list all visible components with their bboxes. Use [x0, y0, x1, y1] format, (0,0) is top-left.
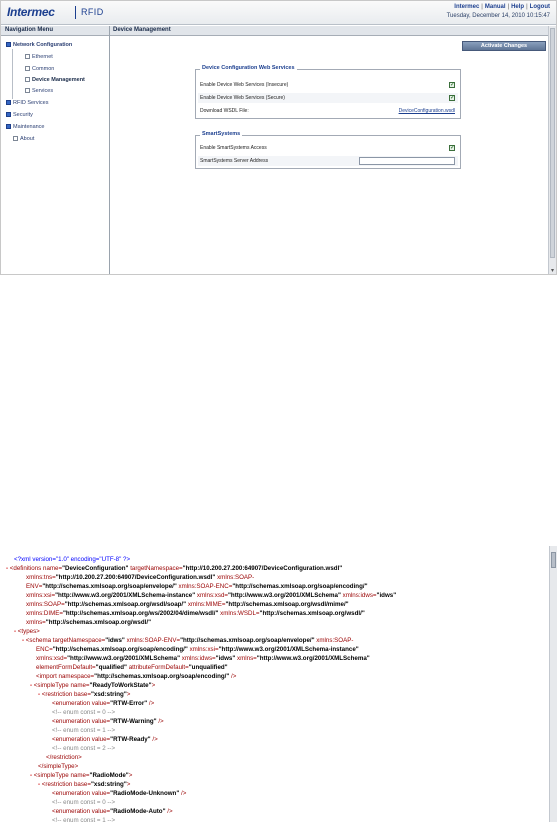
- xml-comment: <!-- enum const = 0 -->: [52, 799, 116, 806]
- xml-line: - <simpleType name="ReadyToWorkState">: [30, 682, 156, 689]
- setting-row: [198, 143, 458, 153]
- sidebar-item-label: Services: [32, 88, 54, 94]
- product-label: RFID: [81, 7, 104, 17]
- intermec-logo: Intermec: [7, 5, 55, 19]
- vertical-scrollbar[interactable]: [548, 26, 556, 275]
- sidebar-item-label: Security: [13, 112, 33, 118]
- smartsystems-panel: [195, 131, 461, 169]
- datetime-text: Tuesday, December 14, 2010 10:15:47: [446, 13, 550, 19]
- page-icon: [25, 54, 30, 59]
- sidebar-item-network-configuration[interactable]: [6, 42, 72, 48]
- separator: |: [526, 4, 528, 10]
- page-icon: [13, 136, 18, 141]
- chevron-down-icon[interactable]: ▾: [550, 267, 554, 274]
- xml-line: - <restriction base="xsd:string">: [38, 781, 131, 788]
- server-address-input[interactable]: [359, 157, 455, 165]
- setting-label: Enable SmartSystems Access: [200, 145, 267, 151]
- link-intermec[interactable]: Intermec: [454, 4, 480, 10]
- device-management-screenshot: [0, 0, 557, 275]
- secure-web-services-checkbox[interactable]: [449, 95, 455, 101]
- web-services-panel: [195, 65, 461, 119]
- xml-vertical-scrollbar[interactable]: [549, 546, 557, 822]
- xml-comment: <!-- enum const = 1 -->: [52, 727, 116, 734]
- xml-line: - <simpleType name="RadioMode">: [30, 772, 133, 779]
- panel-title: SmartSystems: [202, 131, 241, 137]
- xml-line: <enumeration value="RTW-Ready" />: [52, 736, 158, 743]
- setting-row: [198, 93, 458, 103]
- page-icon: [25, 77, 30, 82]
- sidebar-item-device-management[interactable]: [25, 77, 85, 83]
- sidebar-item-services[interactable]: [25, 88, 53, 94]
- logo-divider: [75, 6, 76, 19]
- xml-line: - <definitions name="DeviceConfiguration" targetNamespace="http://10.200.27.200:64907/DeviceConfiguration.wsdl": [6, 565, 343, 572]
- xml-line: <import namespace="http://schemas.xmlsoap.org/soap/encoding/" />: [36, 673, 237, 680]
- xml-line: <enumeration value="RadioMode-Auto" />: [52, 808, 173, 815]
- xml-line: - <schema targetNamespace="idws" xmlns:SOAP-ENV="http://schemas.xmlsoap.org/soap/envelope/" xmlns:SOAP-: [22, 637, 354, 644]
- sidebar-item-security[interactable]: [6, 112, 33, 118]
- xml-line: <enumeration value="RTW-Warning" />: [52, 718, 164, 725]
- sidebar-item-common[interactable]: [25, 66, 54, 72]
- separator: |: [481, 4, 483, 10]
- sidebar-item-about[interactable]: [13, 136, 34, 142]
- sidebar-item-rfid-services[interactable]: [6, 100, 48, 106]
- page-title: Device Management: [113, 27, 171, 33]
- folder-icon: [6, 112, 11, 117]
- setting-row: [198, 156, 458, 166]
- navigation-menu: [1, 37, 109, 275]
- page-icon: [25, 66, 30, 71]
- setting-row: [198, 80, 458, 90]
- main-content: [110, 37, 550, 275]
- panel-title: Device Configuration Web Services: [202, 65, 295, 71]
- nav-title: Navigation Menu: [5, 27, 54, 33]
- xml-line: - <restriction base="xsd:string">: [38, 691, 131, 698]
- xml-comment: <!-- enum const = 1 -->: [52, 817, 116, 822]
- xml-line: xmlns:DIME="http://schemas.xmlsoap.org/ws/2002/04/dime/wsdl/" xmlns:WSDL="http://schemas.xmlsoap.org/wsdl/": [26, 610, 365, 617]
- insecure-web-services-checkbox[interactable]: [449, 82, 455, 88]
- xml-line: xmlns="http://schemas.xmlsoap.org/wsdl/": [26, 619, 152, 626]
- xml-line: xmlns:xsd="http://www.w3.org/2001/XMLSchema" xmlns:idws="idws" xmlns="http://www.w3.org/2001/XMLSchema": [36, 655, 370, 662]
- xml-line: elementFormDefault="qualified" attributeFormDefault="unqualified": [36, 664, 228, 671]
- scrollbar-thumb[interactable]: [550, 28, 555, 258]
- setting-label: Download WSDL File:: [200, 108, 249, 114]
- xml-comment: <!-- enum const = 2 -->: [52, 745, 116, 752]
- xml-line: </restriction>: [46, 754, 82, 761]
- xml-line: <enumeration value="RTW-Error" />: [52, 700, 155, 707]
- sidebar-item-label: Network Configuration: [13, 42, 73, 48]
- folder-icon: [6, 42, 11, 47]
- setting-label: Enable Device Web Services (Secure): [200, 95, 285, 101]
- xml-declaration: <?xml version="1.0" encoding="UTF-8" ?>: [14, 556, 131, 563]
- xml-line: xmlns:SOAP="http://schemas.xmlsoap.org/wsdl/soap/" xmlns:MIME="http://schemas.xmlsoap.org/wsdl/mime/": [26, 601, 349, 608]
- sidebar-item-maintenance[interactable]: [6, 124, 45, 130]
- folder-icon: [6, 100, 11, 105]
- sidebar-item-ethernet[interactable]: [25, 54, 53, 60]
- section-header-row: [1, 26, 556, 36]
- setting-row: [198, 106, 458, 116]
- xml-line: ENV="http://schemas.xmlsoap.org/soap/envelope/" xmlns:SOAP-ENC="http://schemas.xmlsoap.org/soap/encoding/": [26, 583, 368, 590]
- xml-line: <enumeration value="RadioMode-Unknown" />: [52, 790, 187, 797]
- sidebar-item-label: Common: [32, 66, 55, 72]
- xml-line: xmlns:xsi="http://www.w3.org/2001/XMLSchema-instance" xmlns:xsd="http://www.w3.org/2001/XMLSchema" xmlns:idws="idws": [26, 592, 397, 599]
- wsdl-download-link[interactable]: DeviceConfiguration.wsdl: [398, 108, 455, 114]
- xml-line: </simpleType>: [38, 763, 79, 770]
- brand-bar: [1, 1, 556, 25]
- setting-label: SmartSystems Server Address: [200, 158, 269, 164]
- wsdl-xml-screenshot: [0, 546, 557, 822]
- xml-line: xmlns:tns="http://10.200.27.200:64907/DeviceConfiguration.wsdl" xmlns:SOAP-: [26, 574, 255, 581]
- sidebar-item-label: About: [20, 136, 35, 142]
- folder-icon: [6, 124, 11, 129]
- link-logout[interactable]: Logout: [529, 4, 550, 10]
- sidebar-item-label: Ethernet: [32, 54, 53, 60]
- xml-line: - <types>: [14, 628, 40, 635]
- sidebar-item-label: Device Management: [32, 77, 85, 83]
- page-icon: [25, 88, 30, 93]
- scrollbar-thumb[interactable]: [551, 552, 556, 568]
- link-help[interactable]: Help: [511, 4, 525, 10]
- tree-line: [12, 49, 13, 99]
- top-links: [454, 4, 550, 10]
- separator: |: [507, 4, 510, 10]
- setting-label: Enable Device Web Services (Insecure): [200, 82, 289, 88]
- smartsystems-access-checkbox[interactable]: [449, 145, 455, 151]
- xml-line: ENC="http://schemas.xmlsoap.org/soap/encoding/" xmlns:xsi="http://www.w3.org/2001/XMLSchema-instance": [36, 646, 359, 653]
- link-manual[interactable]: Manual: [484, 4, 506, 10]
- sidebar-item-label: RFID Services: [13, 100, 49, 106]
- xml-comment: <!-- enum const = 0 -->: [52, 709, 116, 716]
- sidebar-item-label: Maintenance: [13, 124, 45, 130]
- activate-changes-button[interactable]: Activate Changes: [462, 41, 546, 51]
